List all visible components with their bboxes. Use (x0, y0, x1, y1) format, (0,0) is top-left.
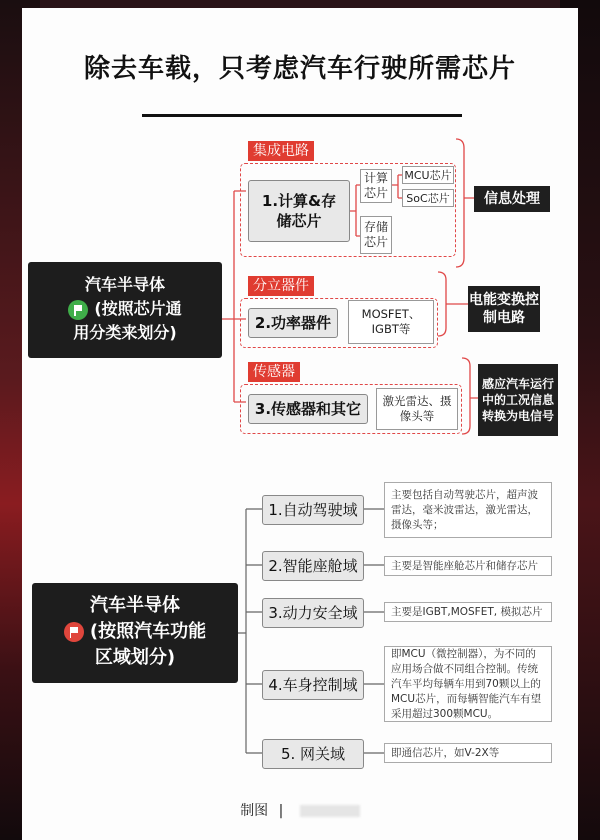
red-flag-icon (64, 622, 84, 642)
domain-gateway: 5. 网关域 (262, 739, 364, 769)
tag-sensor: 传感器 (248, 362, 300, 382)
leaf-soc-chip: SoC芯片 (402, 189, 454, 207)
green-flag-icon (68, 300, 88, 320)
node-compute-chip: 计算芯片 (360, 169, 392, 203)
note-power-safety: 主要是IGBT,MOSFET, 模拟芯片 (384, 602, 552, 622)
bottom-root-node (32, 583, 238, 683)
result-power-conversion: 电能变换控制电路 (468, 286, 540, 332)
result-sensing-signal: 感应汽车运行中的工况信息转换为电信号 (478, 364, 558, 436)
node-storage-chip: 存储芯片 (360, 216, 392, 254)
note-autonomous-driving: 主要包括自动驾驶芯片，超声波雷达，毫米波雷达，激光雷达，摄像头等； (384, 482, 552, 538)
domain-autonomous-driving: 1.自动驾驶域 (262, 495, 364, 525)
bottom-root-line1: 汽车半导体 (90, 595, 180, 616)
top-root-line1: 汽车半导体 (84, 275, 165, 294)
note-body-control: 即MCU（微控制器），为不同的应用场合做不同组合控制。传统汽车平均每辆车用到70颗以上的MCU芯片，而每辆智能汽车有望采用超过300颗MCU。 (384, 646, 552, 722)
detail-mosfet-igbt: MOSFET、IGBT等 (348, 300, 434, 344)
domain-power-safety: 3.动力安全域 (262, 598, 364, 628)
top-root-line2: (按照芯片通 (94, 299, 182, 318)
footer-label: 制图 (240, 803, 269, 819)
top-root-node (28, 262, 222, 358)
bottom-root-line2: (按照汽车功能 (89, 621, 207, 642)
leaf-mcu-chip: MCU芯片 (402, 166, 454, 184)
domain-smart-cockpit: 2.智能座舱域 (262, 551, 364, 581)
node-sensor-other: 3.传感器和其它 (248, 394, 368, 424)
bottom-root-line3: 区域划分) (94, 647, 176, 668)
title-underline (142, 114, 462, 117)
node-compute-storage-chip: 1.计算&存储芯片 (248, 180, 350, 242)
domain-body-control: 4.车身控制域 (262, 670, 364, 700)
blurred-credit (300, 805, 360, 817)
footer (22, 800, 578, 820)
tag-integrated-circuit: 集成电路 (248, 141, 314, 161)
footer-separator: | (278, 803, 284, 819)
infographic-card (22, 8, 578, 840)
note-smart-cockpit: 主要是智能座舱芯片和储存芯片 (384, 556, 552, 576)
detail-lidar-camera: 激光雷达、摄像头等 (376, 388, 458, 430)
note-gateway: 即通信芯片，如V-2X等 (384, 743, 552, 763)
page-title: 除去车载，只考虑汽车行驶所需芯片 (83, 54, 516, 84)
result-info-processing: 信息处理 (474, 186, 550, 212)
tag-discrete-device: 分立器件 (248, 276, 314, 296)
node-power-device: 2.功率器件 (248, 308, 338, 338)
top-root-line3: 用分类来划分) (73, 323, 177, 342)
